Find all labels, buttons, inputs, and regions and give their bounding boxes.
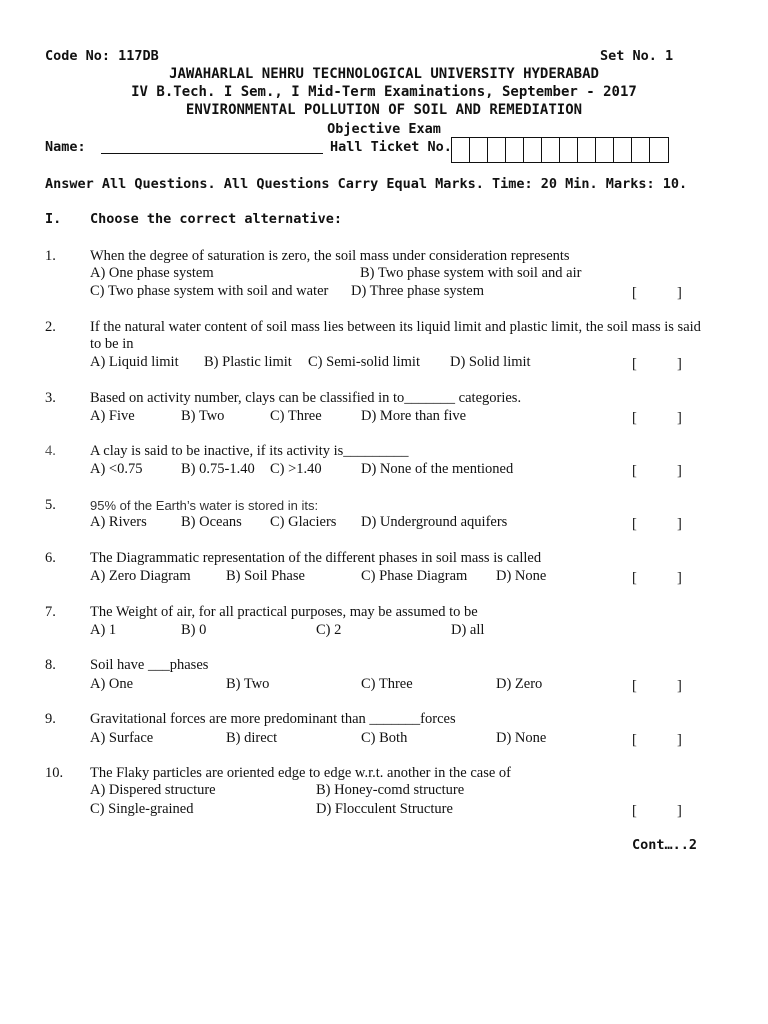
name-label: Name: (45, 139, 86, 155)
hall-ticket-box[interactable] (488, 138, 506, 162)
section-number: I. (45, 211, 62, 227)
hall-ticket-box[interactable] (542, 138, 560, 162)
name-field[interactable] (101, 153, 323, 154)
hall-ticket-box[interactable] (452, 138, 470, 162)
option-d: D) None (496, 568, 547, 584)
question-number: 6. (45, 550, 56, 566)
set-number: Set No. 1 (600, 48, 674, 64)
question-text: The Weight of air, for all practical purposes, may be assumed to be (90, 604, 478, 620)
option-b: B) Two (181, 408, 225, 424)
option-d: D) all (451, 622, 485, 638)
hall-ticket-label: Hall Ticket No. (330, 139, 452, 155)
option-c: C) >1.40 (270, 461, 322, 477)
option-c: C) Three (361, 676, 413, 692)
question-number: 8. (45, 657, 56, 673)
option-c: C) Three (270, 408, 322, 424)
option-d: D) Underground aquifers (361, 514, 508, 530)
university-name: JAWAHARLAL NEHRU TECHNOLOGICAL UNIVERSITY HYDERABAD (169, 66, 599, 82)
option-d: D) Zero (496, 676, 543, 692)
exam-title: IV B.Tech. I Sem., I Mid-Term Examinations, September - 2017 (131, 84, 637, 100)
hall-ticket-box[interactable] (506, 138, 524, 162)
question-text: Based on activity number, clays can be classified in to_______ categories. (90, 390, 522, 406)
question-number: 7. (45, 604, 56, 620)
continued-marker: Cont…..2 (632, 837, 698, 853)
option-b: B) Honey-comd structure (316, 782, 465, 798)
question-text: A clay is said to be inactive, if its activity is_________ (90, 443, 409, 459)
question-number: 1. (45, 248, 56, 264)
option-c: C) Two phase system with soil and water (90, 283, 329, 299)
option-d: D) Solid limit (450, 354, 531, 370)
hall-ticket-box[interactable] (470, 138, 488, 162)
option-a: A) 1 (90, 622, 117, 638)
hall-ticket-box[interactable] (578, 138, 596, 162)
option-b: B) Soil Phase (226, 568, 305, 584)
option-a: A) One phase system (90, 265, 214, 281)
hall-ticket-box[interactable] (650, 138, 668, 162)
question-text: The Flaky particles are oriented edge to edge w.r.t. another in the case of (90, 765, 512, 781)
option-b: B) Plastic limit (204, 354, 292, 370)
option-b: B) direct (226, 730, 278, 746)
question-number: 3. (45, 390, 56, 406)
exam-type: Objective Exam (327, 121, 441, 137)
hall-ticket-boxes[interactable] (451, 137, 669, 163)
option-d: D) More than five (361, 408, 467, 424)
option-b: B) Two (226, 676, 270, 692)
option-d: D) None (496, 730, 547, 746)
question-text: The Diagrammatic representation of the different phases in soil mass is called (90, 550, 542, 566)
option-a: A) Dispered structure (90, 782, 216, 798)
option-c: C) Single-grained (90, 801, 194, 817)
hall-ticket-box[interactable] (524, 138, 542, 162)
question-text-continued: to be in (90, 336, 134, 352)
question-text: When the degree of saturation is zero, the soil mass under consideration represents (90, 248, 570, 264)
option-d: D) Flocculent Structure (316, 801, 453, 817)
code-number: Code No: 117DB (45, 48, 159, 64)
option-b: B) Oceans (181, 514, 242, 530)
question-text: 95% of the Earth’s water is stored in its: (90, 498, 319, 513)
hall-ticket-box[interactable] (596, 138, 614, 162)
option-a: A) One (90, 676, 134, 692)
option-c: C) Glaciers (270, 514, 337, 530)
option-b: B) Two phase system with soil and air (360, 265, 582, 281)
question-number: 9. (45, 711, 56, 727)
question-text: Gravitational forces are more predominant than _______forces (90, 711, 456, 727)
section-title: Choose the correct alternative: (90, 211, 342, 227)
option-a: A) Rivers (90, 514, 147, 530)
hall-ticket-box[interactable] (632, 138, 650, 162)
hall-ticket-box[interactable] (560, 138, 578, 162)
hall-ticket-box[interactable] (614, 138, 632, 162)
question-text: Soil have ___phases (90, 657, 209, 673)
instructions: Answer All Questions. All Questions Carry Equal Marks. Time: 20 Min. Marks: 10. (45, 176, 688, 192)
option-d: D) None of the mentioned (361, 461, 514, 477)
option-a: A) Five (90, 408, 135, 424)
question-text: If the natural water content of soil mass lies between its liquid limit and plastic limit, the soil mass is said (90, 319, 701, 335)
question-number: 10. (45, 765, 64, 781)
option-a: A) Surface (90, 730, 154, 746)
option-d: D) Three phase system (351, 283, 485, 299)
option-a: A) <0.75 (90, 461, 143, 477)
option-c: C) 2 (316, 622, 342, 638)
option-c: C) Both (361, 730, 408, 746)
option-b: B) 0 (181, 622, 207, 638)
question-number: 2. (45, 319, 56, 335)
option-c: C) Semi-solid limit (308, 354, 420, 370)
question-number: 4. (45, 443, 56, 459)
option-a: A) Zero Diagram (90, 568, 191, 584)
question-number: 5. (45, 497, 56, 513)
subject-title: ENVIRONMENTAL POLLUTION OF SOIL AND REMEDIATION (185, 102, 583, 118)
option-b: B) 0.75-1.40 (181, 461, 255, 477)
option-c: C) Phase Diagram (361, 568, 468, 584)
option-a: A) Liquid limit (90, 354, 179, 370)
